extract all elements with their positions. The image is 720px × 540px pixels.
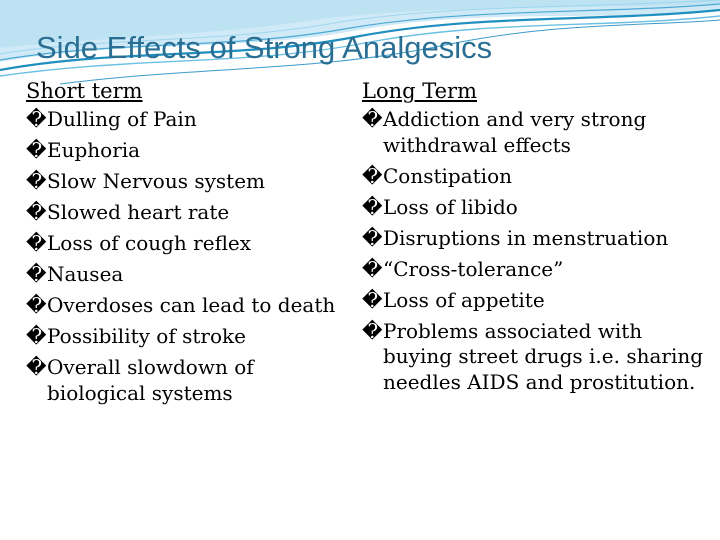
list-item: �Disruptions in menstruation <box>362 225 669 250</box>
long-term-list <box>362 107 714 395</box>
list-item: �Addiction and very strong withdrawal effects <box>362 107 647 157</box>
short-term-column <box>26 76 346 406</box>
bullet-icon: � <box>26 231 47 255</box>
list-item: �Slow Nervous system <box>26 169 266 193</box>
list-item: �Overall slowdown of biological systems <box>26 355 254 405</box>
bullet-icon: � <box>362 163 383 188</box>
bullet-icon: � <box>26 138 47 162</box>
list-item: �Nausea <box>26 262 124 286</box>
bullet-icon: � <box>26 107 47 131</box>
bullet-icon: � <box>26 293 47 317</box>
list-item: �Loss of libido <box>362 194 518 219</box>
list-item: �Constipation <box>362 163 513 188</box>
bullet-icon: � <box>362 287 383 312</box>
list-item: �“Cross-tolerance” <box>362 256 564 281</box>
bullet-icon: � <box>362 318 383 343</box>
bullet-icon: � <box>26 324 47 348</box>
bullet-icon: � <box>362 107 383 131</box>
list-item: �Possibility of stroke <box>26 324 246 348</box>
short-term-list <box>26 107 346 406</box>
short-term-heading: Short term <box>26 79 143 103</box>
long-term-heading: Long Term <box>362 79 477 103</box>
list-item: �Euphoria <box>26 138 141 162</box>
list-item: �Overdoses can lead to death <box>26 293 336 317</box>
bullet-icon: � <box>362 194 383 219</box>
long-term-column <box>362 76 714 395</box>
list-item: �Problems associated with buying street drugs i.e. sharing needles AIDS and prostitution. <box>362 318 704 394</box>
bullet-icon: � <box>26 355 47 379</box>
bullet-icon: � <box>26 169 47 193</box>
list-item: �Dulling of Pain <box>26 107 197 131</box>
bullet-icon: � <box>26 262 47 286</box>
bullet-icon: � <box>362 225 383 250</box>
list-item: �Slowed heart rate <box>26 200 230 224</box>
list-item: �Loss of appetite <box>362 287 545 312</box>
slide-title: Side Effects of Strong Analgesics <box>36 30 493 65</box>
bullet-icon: � <box>26 200 47 224</box>
bullet-icon: � <box>362 256 383 281</box>
list-item: �Loss of cough reflex <box>26 231 252 255</box>
